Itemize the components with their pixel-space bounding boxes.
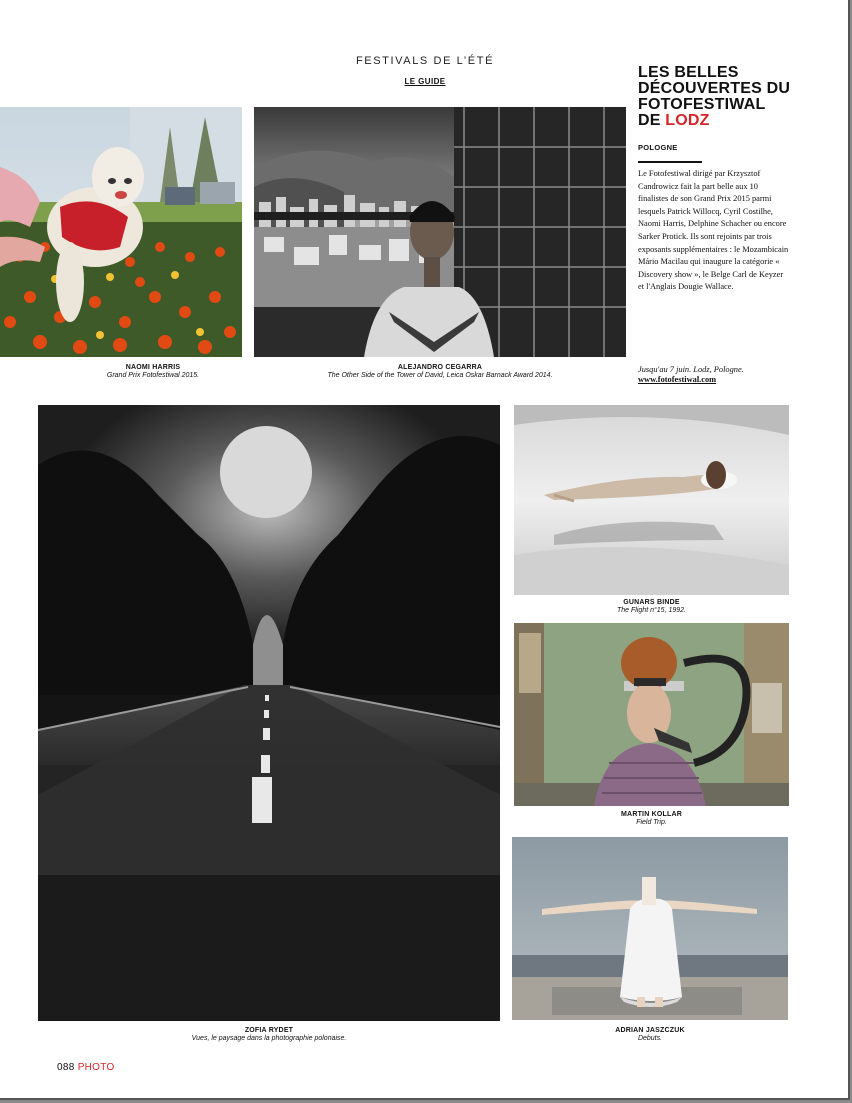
title-line-2: DÉCOUVERTES DU	[638, 80, 791, 97]
article-dates: Jusqu'au 7 juin. Lodz, Pologne.	[638, 365, 744, 374]
photo-gunars-binde	[514, 405, 789, 595]
title-line-1: LES BELLES	[638, 64, 739, 81]
caption-name: GUNARS BINDE	[623, 599, 680, 606]
caption-work: The Other Side of the Tower of David, Leica Oskar Barnack Award 2014.	[327, 372, 553, 379]
page-number: 088	[57, 1062, 75, 1073]
caption-alejandro-cegarra	[254, 364, 626, 379]
caption-work: Vues, le paysage dans la photographie polonaise.	[191, 1035, 347, 1042]
photo-zofia-rydet	[38, 405, 500, 1021]
magazine-brand: PHOTO	[77, 1062, 115, 1073]
caption-gunars-binde	[514, 599, 789, 614]
photo-alejandro-cegarra	[254, 107, 626, 357]
caption-work: The Flight n°15, 1992.	[617, 607, 686, 614]
caption-name: ZOFIA RYDET	[244, 1027, 294, 1034]
caption-martin-kollar	[514, 811, 789, 826]
caption-adrian-jaszczuk	[512, 1027, 788, 1042]
caption-work: Debuts.	[637, 1035, 663, 1042]
article-country: POLOGNE	[638, 143, 678, 152]
title-city: LODZ	[665, 112, 710, 129]
title-prefix: DE	[638, 112, 666, 129]
caption-work: Grand Prix Fotofestiwal 2015.	[106, 372, 200, 379]
caption-work: Field Trip.	[636, 819, 667, 826]
page-folio	[57, 1062, 115, 1073]
caption-zofia-rydet	[38, 1027, 500, 1042]
title-line-3: FOTOFESTIWAL	[638, 96, 766, 113]
section-header: FESTIVALS DE L’ÉTÉ	[355, 55, 495, 67]
caption-name: MARTIN KOLLAR	[621, 811, 682, 818]
caption-name: NAOMI HARRIS	[125, 364, 181, 371]
article-body: Le Fotofestiwal dirigé par Krzysztof Candrowicz fait la part belle aux 10 finalistes de son Grand Prix 2015 parmi lesquels Patrick Willocq, Cyril Costilhe, Naomi Harris, Delphine Schacher ou encore Sarker Protick. Ils sont rejoints par trois exposants supplémentaires : le Mozambicain Mário Macilau qui inaugure la catégorie « Discovery show », le Belge Carl de Keyzer et l'Anglais Dougie Wallace.	[638, 169, 789, 292]
title-line-4	[638, 113, 818, 129]
caption-name: ADRIAN JASZCZUK	[615, 1027, 685, 1034]
photo-naomi-harris	[0, 107, 242, 357]
caption-naomi-harris	[60, 364, 246, 379]
caption-name: ALEJANDRO CEGARRA	[397, 364, 483, 371]
photo-martin-kollar	[514, 623, 789, 806]
article-title	[638, 65, 818, 129]
article-website-link[interactable]: www.fotofestiwal.com	[638, 375, 717, 384]
section-subheader: LE GUIDE	[404, 77, 446, 86]
photo-adrian-jaszczuk	[512, 837, 788, 1020]
title-rule	[638, 161, 702, 163]
